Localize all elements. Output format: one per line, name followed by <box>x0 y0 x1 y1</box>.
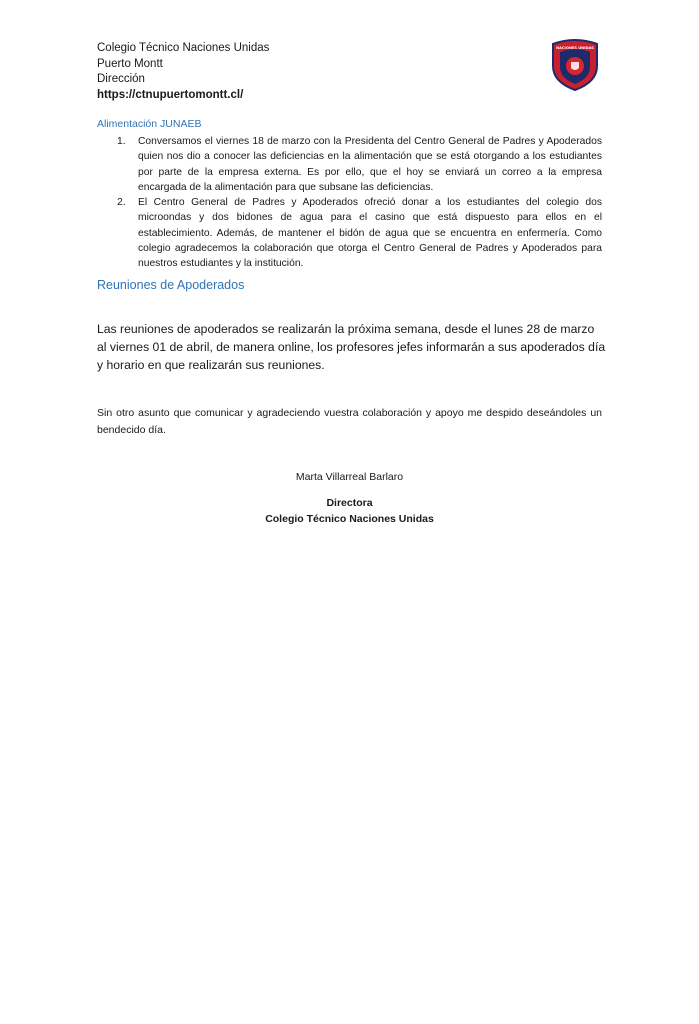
school-url[interactable]: https://ctnupuertomontt.cl/ <box>97 88 244 101</box>
list-text: El Centro General de Padres y Apoderados ofreció donar a los estudiantes del colegio dos microondas y dos bidones de agua para el casino que está dispuesto para ellos en el establecimiento. Además, de mantener el bidón de agua que se encuentra en enfermería. Como colegio agradecemos la colaboración que otorga el Centro General de Padres y Apoderados para nuestros estudiantes y la institución. <box>138 197 602 270</box>
list-number: 1. <box>117 136 126 147</box>
section-heading-junaeb: Alimentación JUNAEB <box>97 118 202 130</box>
department: Dirección <box>97 73 145 85</box>
school-name: Colegio Técnico Naciones Unidas <box>97 42 270 54</box>
junaeb-list <box>97 134 602 272</box>
signature-block <box>97 469 602 527</box>
city: Puerto Montt <box>97 57 163 70</box>
logo-text: NACIONES UNIDAS <box>556 46 594 50</box>
reuniones-paragraph: Las reuniones de apoderados se realizarán la próxima semana, desde el lunes 28 de marzo al viernes 01 de abril, de manera online, los profesores jefes informarán a sus apoderados día y horario en que realizarán sus reuniones. <box>97 322 606 372</box>
list-item <box>97 195 602 271</box>
list-item <box>97 134 602 195</box>
closing-paragraph: Sin otro asunto que comunicar y agradeciendo vuestra colaboración y apoyo me despido deseándoles un bendecido día. <box>97 407 602 436</box>
list-number: 2. <box>117 197 126 209</box>
section-heading-reuniones: Reuniones de Apoderados <box>97 278 245 292</box>
school-logo <box>549 38 601 92</box>
signer-name: Marta Villarreal Barlaro <box>295 471 404 483</box>
list-text: Conversamos el viernes 18 de marzo con la Presidenta del Centro General de Padres y Apoderados quien nos dio a conocer las deficiencias en la alimentación que se está otorgando a los estudiantes por parte de la empresa externa. Es por ello, que el hoy se enviará un correo a la empresa encargada de la alimentación para que subsane las deficiencias. <box>138 136 602 193</box>
letterhead <box>97 41 269 103</box>
signer-institution: Colegio Técnico Naciones Unidas <box>265 513 434 525</box>
signer-role: Directora <box>326 497 373 509</box>
